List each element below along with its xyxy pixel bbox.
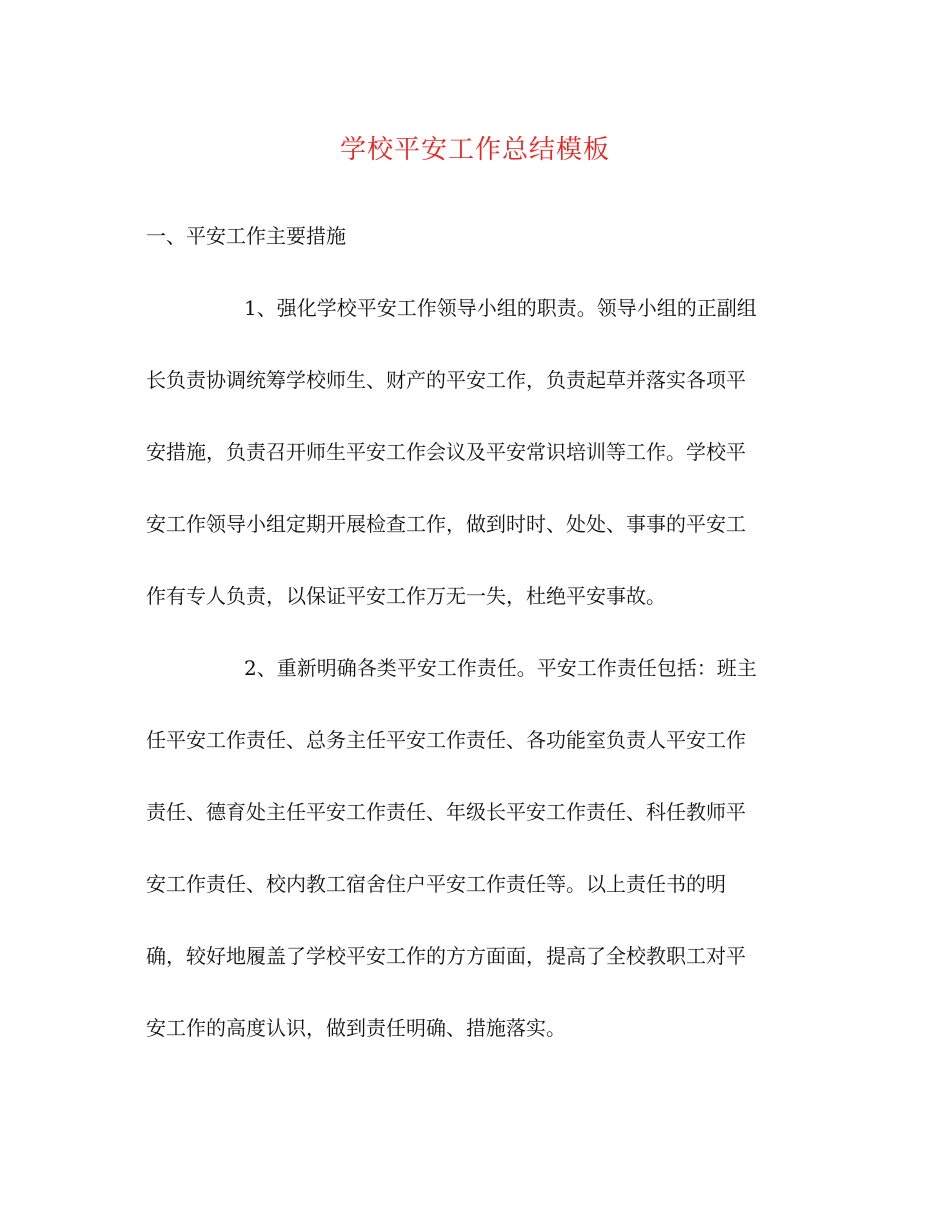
paragraph-1-line: 1、强化学校平安工作领导小组的职责。领导小组的正副组 <box>244 296 757 320</box>
paragraph-2-line: 责任、德育处主任平安工作责任、年级长平安工作责任、科任教师平 <box>146 800 746 824</box>
paragraph-2-line: 安工作责任、校内教工宿舍住户平安工作责任等。以上责任书的明 <box>146 872 726 896</box>
paragraph-2-line: 任平安工作责任、总务主任平安工作责任、各功能室负责人平安工作 <box>146 728 746 752</box>
paragraph-1-line: 长负责协调统筹学校师生、财产的平安工作，负责起草并落实各项平 <box>146 368 746 392</box>
paragraph-1-line: 安措施，负责召开师生平安工作会议及平安常识培训等工作。学校平 <box>146 440 746 464</box>
paragraph-1-line: 作有专人负责，以保证平安工作万无一失，杜绝平安事故。 <box>146 584 666 608</box>
document-title: 学校平安工作总结模板 <box>339 135 610 165</box>
section-heading: 一、平安工作主要措施 <box>146 224 346 248</box>
paragraph-2-line: 2、重新明确各类平安工作责任。平安工作责任包括：班主 <box>244 656 757 680</box>
paragraph-2-line: 确，较好地履盖了学校平安工作的方方面面，提高了全校教职工对平 <box>146 944 746 968</box>
paragraph-2-line: 安工作的高度认识，做到责任明确、措施落实。 <box>146 1016 566 1040</box>
paragraph-1-line: 安工作领导小组定期开展检查工作，做到时时、处处、事事的平安工 <box>146 512 746 536</box>
